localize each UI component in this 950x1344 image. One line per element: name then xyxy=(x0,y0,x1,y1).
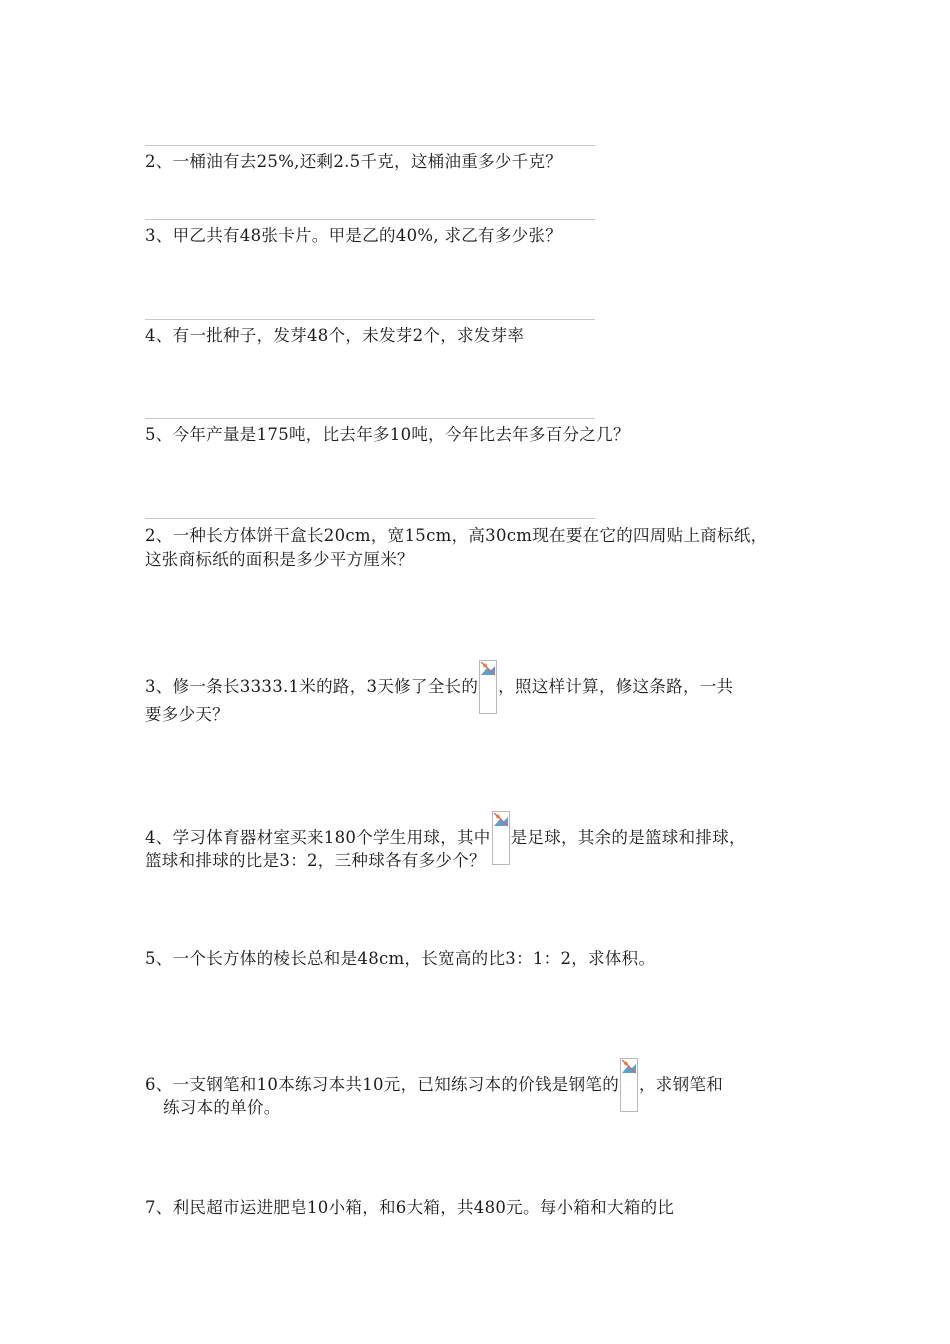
question-text-part: ，照这样计算，修这条路，一共 xyxy=(498,677,734,696)
question-text: 5、一个长方体的棱长总和是48cm，长宽高的比3：1：2，求体积。 xyxy=(145,949,656,968)
question-text: 2、一桶油有去25%,还剩2.5千克，这桶油重多少千克？ xyxy=(145,152,563,171)
answer-line xyxy=(145,319,595,320)
question-text-part: ，求钢笔和 xyxy=(639,1075,723,1094)
broken-image-icon xyxy=(620,1058,638,1112)
question-text: 4、有一批种子，发芽48个，未发芽2个，求发芽率 xyxy=(145,326,525,345)
question-text-part: 是足球，其余的是篮球和排球， xyxy=(510,828,746,847)
question-text: 3、甲乙共有48张卡片。甲是乙的40%, 求乙有多少张？ xyxy=(145,226,563,245)
broken-image-icon xyxy=(479,660,497,714)
question-text-part: 3、修一条长3333.1米的路，3天修了全长的 xyxy=(145,677,479,696)
answer-line xyxy=(145,219,595,220)
question-text: 2、一种长方体饼干盒长20cm，宽15cm，高30cm现在要在它的四周贴上商标纸， xyxy=(145,526,768,545)
broken-image-icon xyxy=(492,811,510,865)
question-text-part: 4、学习体育器材室买来180个学生用球，其中 xyxy=(145,828,491,847)
answer-line xyxy=(145,145,595,146)
question-text-continued: 练习本的单价。 xyxy=(163,1098,281,1117)
question-text: 7、利民超市运进肥皂10小箱，和6大箱，共480元。每小箱和大箱的比 xyxy=(145,1198,675,1217)
question-text-part: 6、一支钢笔和10本练习本共10元，已知练习本的价钱是钢笔的 xyxy=(145,1075,619,1094)
question-text xyxy=(145,660,733,714)
question-text-continued: 篮球和排球的比是3：2，三种球各有多少个？ xyxy=(145,851,486,870)
question-text: 5、今年产量是175吨，比去年多10吨，今年比去年多百分之几？ xyxy=(145,425,630,444)
answer-line xyxy=(145,518,595,519)
question-text-continued: 要多少天？ xyxy=(145,705,229,724)
question-text-continued: 这张商标纸的面积是多少平方厘米？ xyxy=(145,550,414,569)
answer-line xyxy=(145,418,595,419)
